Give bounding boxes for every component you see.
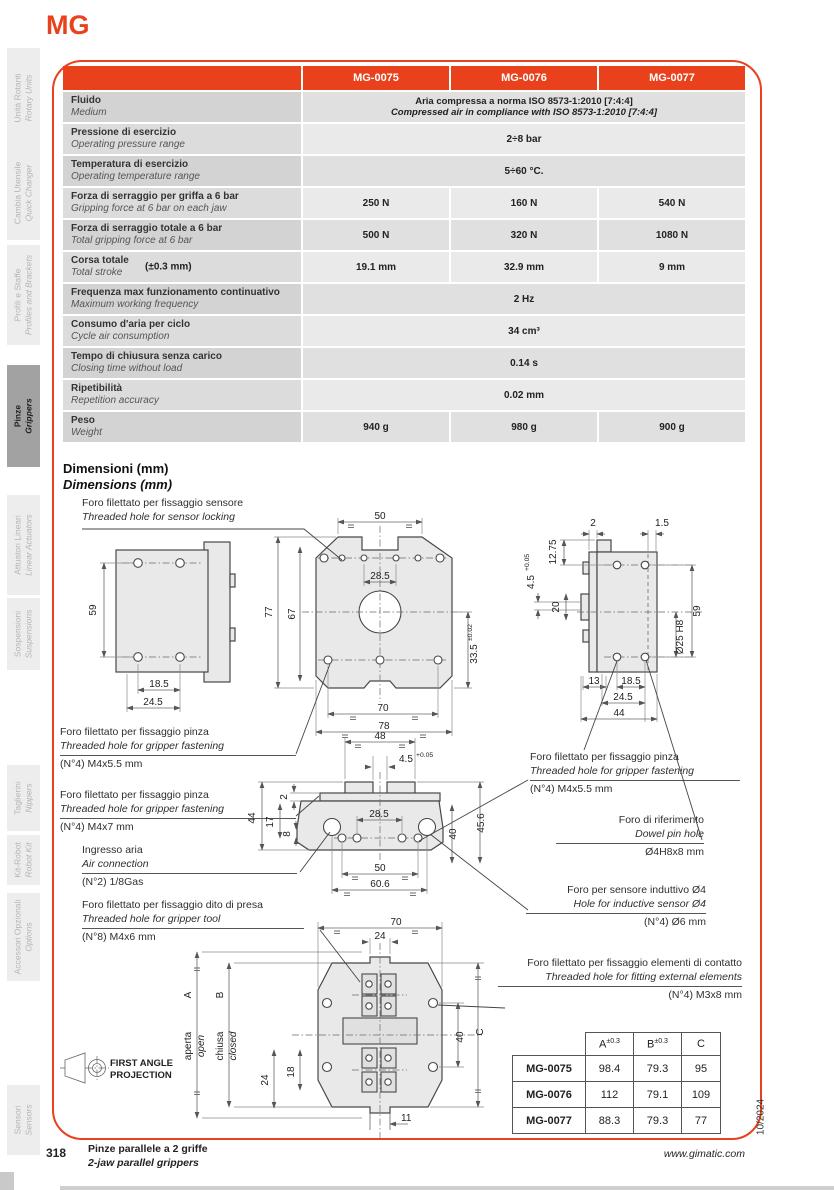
abc-c: 77 — [682, 1108, 721, 1134]
edition-date-text: 10/2024 — [755, 1098, 767, 1136]
dim-B: B — [215, 991, 226, 999]
abc-header-c — [682, 1033, 721, 1056]
abc-row-mg0075 — [513, 1056, 721, 1082]
abc-b: 79.3 — [634, 1056, 682, 1082]
spec-header-blank — [63, 66, 301, 90]
abc-header-b — [634, 1033, 682, 1056]
spec-header-model-1: MG-0076 — [451, 66, 597, 90]
sidebar-item-robot-kit — [7, 835, 40, 885]
callout-note: Ø4H8x8 mm — [645, 845, 704, 858]
projection-label-line1: FIRST ANGLE — [110, 1058, 173, 1069]
dim-70: 70 — [377, 703, 389, 714]
spec-header-row — [63, 66, 745, 90]
callout-note: (N°2) 1/8Gas — [82, 875, 144, 888]
dim-77: 77 — [264, 606, 275, 618]
dim-A-aperta: aperta — [183, 1031, 194, 1061]
sidebar-label-en: Profiles and Brackets — [23, 254, 34, 336]
callout-en: Air connection — [82, 857, 149, 870]
row-label-it: Consumo d'aria per ciclo — [71, 319, 191, 331]
sidebar-item-quick-changer — [7, 145, 40, 240]
sidebar-label-en: Linear Actuators — [23, 514, 34, 576]
projection-label-line2: PROJECTION — [110, 1070, 172, 1081]
row-label-en: Maximum working frequency — [71, 299, 199, 310]
spec-row-weight — [63, 412, 745, 442]
sidebar-label-en: Quick Changer — [23, 164, 34, 221]
row-label-en: Gripping force at 6 bar on each jaw — [71, 203, 227, 214]
abc-header-blank — [513, 1033, 586, 1056]
dim-28-5: 28.5 — [370, 571, 390, 582]
sidebar-label-it: Sospensioni — [12, 610, 23, 658]
dim-13: 13 — [588, 676, 600, 687]
callout-it: Foro filettato per fissaggio dito di presa — [82, 899, 263, 911]
sidebar-item-linear-actuators — [7, 495, 40, 595]
dim-44-b: 44 — [247, 812, 258, 824]
row-label-en: Operating temperature range — [71, 171, 200, 182]
spec-row-grip-force-total — [63, 220, 745, 250]
spec-row-stroke — [63, 252, 745, 282]
sidebar-item-rotary-units — [7, 48, 40, 148]
dim-bore: Ø25 H8 — [675, 619, 686, 655]
dim-67: 67 — [287, 608, 298, 620]
row-value: 0.14 s — [303, 348, 745, 378]
dim-40-e: 40 — [455, 1031, 466, 1043]
page-number: 318 — [46, 1146, 67, 1160]
spec-row-air-consumption — [63, 316, 745, 346]
dim-59-right: 59 — [692, 605, 703, 617]
row-value: 2 Hz — [303, 284, 745, 314]
callout-note: (N°4) M4x7 mm — [60, 820, 134, 833]
dim-70-e: 70 — [390, 917, 402, 928]
row-value: 0.02 mm — [303, 380, 745, 410]
row-label-it: Corsa totale — [71, 255, 129, 267]
abc-header-a-label: A — [599, 1038, 607, 1051]
abc-model: MG-0075 — [513, 1056, 586, 1082]
dim-8: 8 — [282, 831, 293, 837]
sidebar-label-it: Cambia Utensile — [12, 161, 23, 224]
row-label-en: Repetition accuracy — [71, 395, 159, 406]
spec-table — [63, 66, 745, 444]
footer-caption — [88, 1142, 208, 1170]
abc-b: 79.1 — [634, 1082, 682, 1108]
bottom-divider — [60, 1186, 834, 1190]
dim-48: 48 — [374, 731, 386, 742]
row-value: 980 g — [451, 412, 597, 442]
row-label-it: Forza di serraggio per griffa a 6 bar — [71, 191, 239, 203]
abc-model: MG-0077 — [513, 1108, 586, 1134]
row-label-en: Total gripping force at 6 bar — [71, 235, 193, 246]
callout-note: (N°4) Ø6 mm — [644, 915, 706, 928]
callout-en: Dowel pin hole — [635, 827, 704, 840]
dim-18: 18 — [286, 1066, 297, 1078]
abc-header-c-label: C — [697, 1038, 705, 1050]
row-value: 160 N — [451, 188, 597, 218]
sidebar-label-en: Grippers — [23, 398, 34, 434]
drawing-side-view-left — [88, 542, 235, 712]
spec-header-model-2: MG-0077 — [599, 66, 745, 90]
dim-50: 50 — [374, 511, 386, 522]
sidebar-label-it: Accessori Opzionali — [12, 899, 23, 975]
dim-24-5: 24.5 — [143, 697, 163, 708]
abc-header-a — [586, 1033, 634, 1056]
row-label-it: Temperatura di esercizio — [71, 159, 189, 171]
dim-18-5-right: 18.5 — [621, 676, 641, 687]
sidebar-label-it: Profili e Staffe — [12, 268, 23, 322]
sidebar-item-sensors — [7, 1085, 40, 1155]
callout-it: Foro di riferimento — [618, 814, 704, 826]
dim-20: 20 — [551, 601, 562, 613]
abc-c: 95 — [682, 1056, 721, 1082]
dim-18-5: 18.5 — [149, 679, 169, 690]
dim-4-5: 4.5 — [526, 575, 537, 589]
callout-en: Threaded hole for gripper fastening — [60, 739, 225, 752]
row-value-en: Compressed air in compliance with ISO 8573-1:2010 [7:4:4] — [390, 107, 658, 118]
dim-33-5: 33.5 — [469, 644, 480, 664]
callout-en: Threaded hole for gripper fastening — [530, 764, 695, 777]
abc-row-mg0076 — [513, 1082, 721, 1108]
row-label-it: Pressione di esercizio — [71, 127, 177, 139]
dim-24-5-right: 24.5 — [613, 692, 633, 703]
dim-A: A — [183, 991, 194, 999]
dim-1-5: 1.5 — [655, 518, 669, 529]
sidebar-label-en: Nippers — [23, 783, 34, 813]
dimensions-heading-it: Dimensioni (mm) — [63, 461, 169, 476]
callout-en: Threaded hole for sensor locking — [82, 510, 235, 523]
abc-b: 79.3 — [634, 1108, 682, 1134]
dim-40: 40 — [448, 828, 459, 840]
sidebar-label-en: Options — [23, 922, 34, 952]
row-label-en: Cycle air consumption — [71, 331, 170, 342]
row-value: 2÷8 bar — [303, 124, 745, 154]
callout-it: Foro per sensore induttivo Ø4 — [567, 884, 706, 896]
abc-a: 112 — [586, 1082, 634, 1108]
row-label-it: Forza di serraggio totale a 6 bar — [71, 223, 223, 235]
sidebar-item-options — [7, 893, 40, 981]
callout-en: Threaded hole for gripper fastening — [60, 802, 225, 815]
spec-header-model-0: MG-0075 — [303, 66, 449, 90]
footer-caption-it: Pinze parallele a 2 griffe — [88, 1143, 208, 1155]
row-value: 19.1 mm — [303, 252, 449, 282]
abc-a: 98.4 — [586, 1056, 634, 1082]
spec-row-fluid — [63, 92, 745, 122]
dim-4-5-b: 4.5 — [399, 754, 413, 765]
sidebar-label-it: Unità Rotanti — [12, 73, 23, 123]
row-value: 500 N — [303, 220, 449, 250]
edition-date — [752, 1085, 770, 1149]
dim-B-closed: closed — [228, 1031, 239, 1061]
callout-it: Foro filettato per fissaggio pinza — [530, 751, 679, 763]
drawing-open-closed-view — [183, 917, 486, 1138]
callout-it: Foro filettato per fissaggio pinza — [60, 789, 209, 801]
row-label-it: Peso — [71, 415, 95, 427]
row-label-it: Fluido — [71, 95, 101, 107]
row-value: 34 cm³ — [303, 316, 745, 346]
callout-it: Ingresso aria — [82, 844, 143, 856]
callout-en: Threaded hole for gripper tool — [82, 912, 221, 925]
row-label-it: Tempo di chiusura senza carico — [71, 351, 222, 363]
abc-header-a-tol: ±0.3 — [606, 1037, 620, 1045]
drawing-bottom-view — [247, 731, 487, 896]
row-value-it: Aria compressa a norma ISO 8573-1:2010 [7:4:4] — [415, 95, 633, 107]
sidebar-label-en: Rotary Units — [23, 74, 34, 122]
row-label-note: (±0.3 mm) — [145, 261, 192, 273]
row-label-en: Weight — [71, 427, 102, 438]
sidebar-item-nippers — [7, 765, 40, 831]
dim-60-6: 60.6 — [370, 879, 390, 890]
callout-en: Hole for inductive sensor Ø4 — [573, 897, 706, 910]
dim-78: 78 — [378, 721, 390, 732]
sidebar-label-it: Pinze — [12, 404, 23, 428]
website-link: www.gimatic.com — [663, 1148, 745, 1160]
dim-11: 11 — [401, 1113, 412, 1124]
dim-45-6: 45.6 — [476, 813, 487, 833]
drawing-front-view — [264, 511, 480, 738]
sidebar-item-suspensions — [7, 598, 40, 670]
abc-c: 109 — [682, 1082, 721, 1108]
row-value: 9 mm — [599, 252, 745, 282]
sidebar-label-en: Suspensions — [23, 609, 34, 659]
bottom-corner-mark — [0, 1172, 14, 1190]
dim-44-right: 44 — [613, 708, 625, 719]
row-value: 5÷60 °C. — [303, 156, 745, 186]
sidebar-label-it: Kit-Robot — [12, 842, 23, 878]
row-label-en: Total stroke — [71, 267, 123, 278]
row-value: 32.9 mm — [451, 252, 597, 282]
footer-caption-en: 2-jaw parallel grippers — [88, 1157, 199, 1170]
dim-A-open: open — [196, 1034, 207, 1058]
dim-28-5-b: 28.5 — [369, 809, 389, 820]
sidebar-label-en: Robot Kit — [23, 842, 34, 878]
abc-model: MG-0076 — [513, 1082, 586, 1108]
row-value: 900 g — [599, 412, 745, 442]
abc-header-b-tol: ±0.3 — [654, 1037, 668, 1045]
sidebar-item-profiles-brackets — [7, 245, 40, 345]
callout-note: (N°8) M4x6 mm — [82, 930, 156, 943]
page-title: MG — [46, 10, 90, 40]
callout-note: (N°4) M3x8 mm — [668, 988, 742, 1001]
row-label-it: Frequenza max funzionamento continuativo — [71, 287, 280, 299]
dim-12-75: 12.75 — [548, 539, 559, 565]
row-label-en: Closing time without load — [71, 363, 183, 374]
dim-4-5-tol: +0.05 — [524, 553, 531, 571]
spec-row-pressure — [63, 124, 745, 154]
sidebar-item-grippers — [7, 365, 40, 467]
dim-C: C — [475, 1028, 486, 1036]
callout-it: Foro filettato per fissaggio pinza — [60, 726, 209, 738]
row-label-en: Medium — [71, 107, 107, 118]
row-label-it: Ripetibilità — [71, 383, 123, 395]
spec-row-closing-time — [63, 348, 745, 378]
abc-dimension-table — [512, 1032, 721, 1134]
sidebar-label-it: Taglierini — [12, 781, 23, 815]
drawing-side-view-right — [524, 518, 703, 722]
dim-2-b: 2 — [279, 794, 290, 800]
spec-row-grip-force-jaw — [63, 188, 745, 218]
sidebar-label-en: Sensors — [23, 1104, 34, 1136]
abc-a: 88.3 — [586, 1108, 634, 1134]
row-value: 1080 N — [599, 220, 745, 250]
callout-note: (N°4) M4x5.5 mm — [60, 757, 143, 770]
dim-24-top: 24 — [374, 931, 386, 942]
dimensions-heading-en: Dimensions (mm) — [63, 477, 173, 492]
row-value: 250 N — [303, 188, 449, 218]
dim-33-5-tol: ±0.02 — [467, 624, 474, 641]
row-value: 940 g — [303, 412, 449, 442]
row-value: 320 N — [451, 220, 597, 250]
dim-24-left: 24 — [260, 1074, 271, 1086]
spec-row-temperature — [63, 156, 745, 186]
dim-17: 17 — [265, 816, 276, 828]
callout-note: (N°4) M4x5.5 mm — [530, 782, 613, 795]
sidebar-label-it: Attuatori Lineari — [12, 515, 23, 575]
first-angle-projection-symbol — [60, 1053, 173, 1083]
callout-it: Foro filettato per fissaggio sensore — [82, 497, 244, 509]
dim-B-chiusa: chiusa — [215, 1031, 226, 1061]
row-label-en: Operating pressure range — [71, 139, 185, 150]
sidebar-label-it: Sensori — [12, 1105, 23, 1135]
spec-row-frequency — [63, 284, 745, 314]
dim-59: 59 — [88, 604, 99, 616]
dim-4-5-b-tol: +0.05 — [416, 752, 434, 759]
callout-en: Threaded hole for fitting external elements — [545, 970, 742, 983]
abc-row-mg0077 — [513, 1108, 721, 1134]
row-value: 540 N — [599, 188, 745, 218]
dim-2: 2 — [590, 518, 596, 529]
spec-row-repeatability — [63, 380, 745, 410]
abc-header-b-label: B — [647, 1038, 655, 1051]
callout-it: Foro filettato per fissaggio elementi di contatto — [527, 957, 742, 969]
abc-header-row — [513, 1033, 721, 1056]
dim-50-b: 50 — [374, 863, 386, 874]
